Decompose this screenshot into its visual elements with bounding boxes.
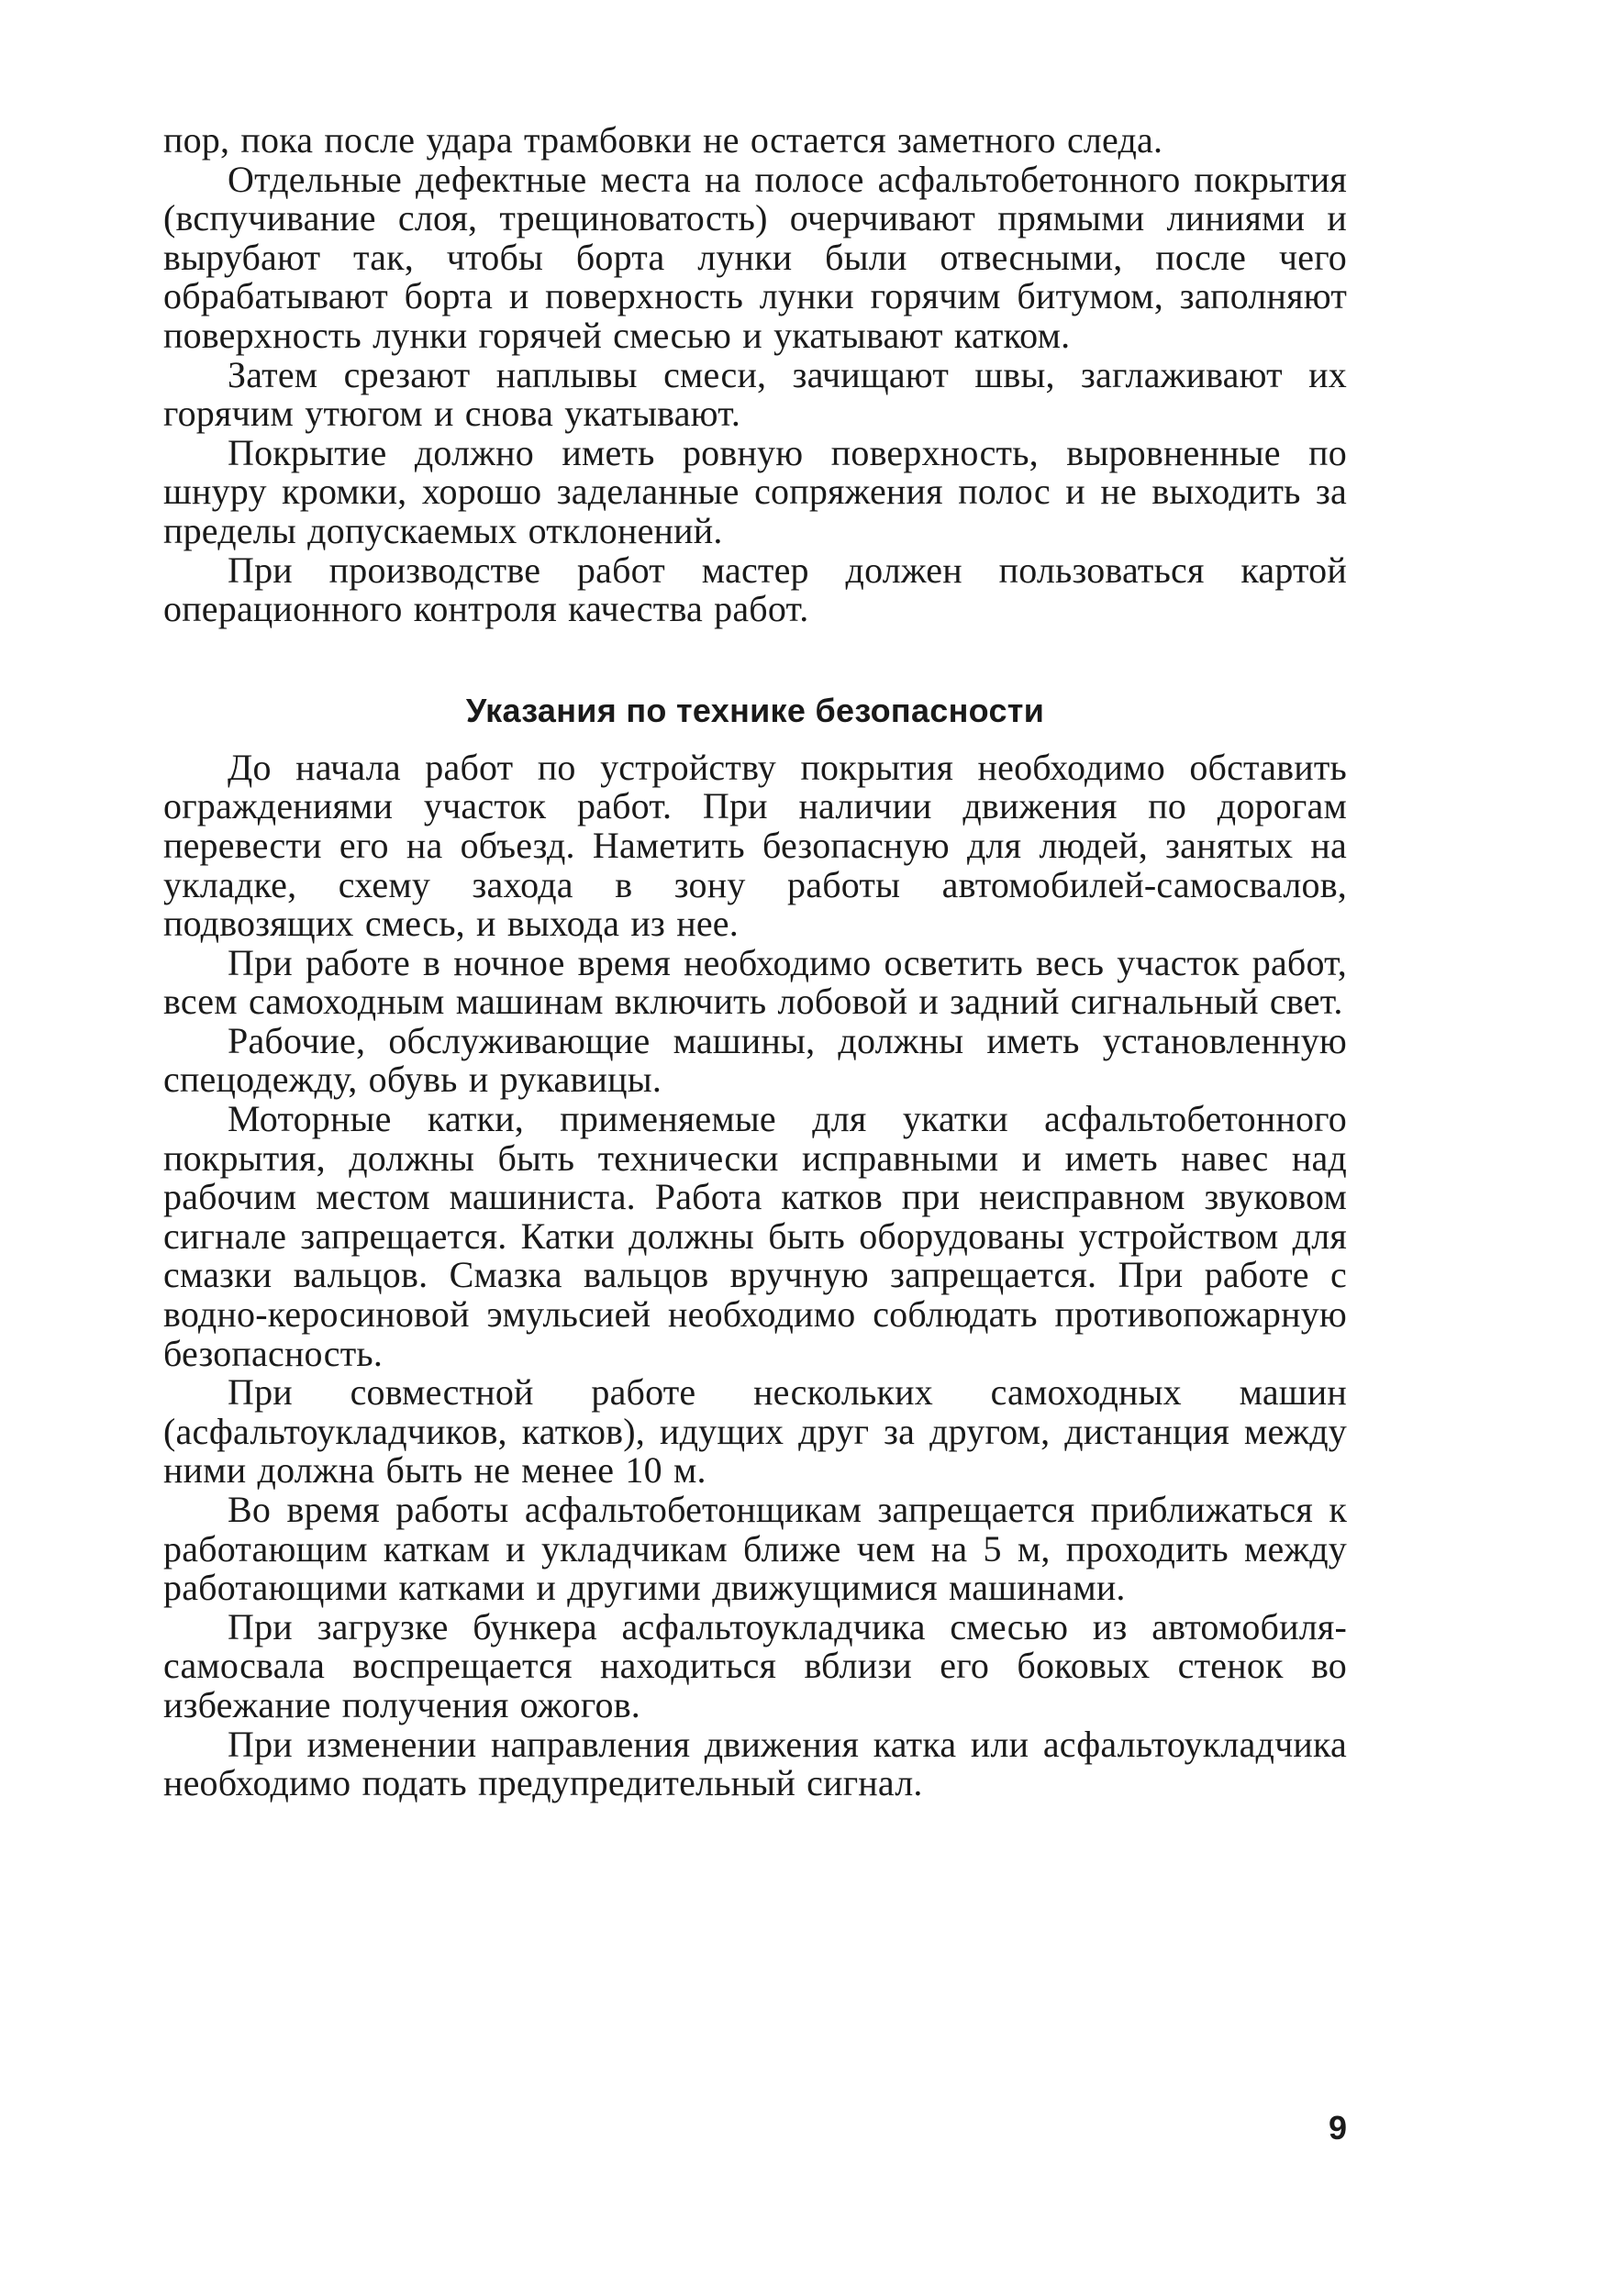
paragraph-machine-distance: При совместной работе нескольких самоходных машин (асфальтоукладчиков, катков), идущих друг за другом, дистанция между ними должна быть не менее 10 м. (163, 1371, 1347, 1492)
paragraph-continuation: пор, пока после удара трамбовки не остается заметного следа. (163, 119, 1163, 161)
section-heading: Указания по технике безопасности (465, 691, 1045, 729)
paragraph-seam-finishing: Затем срезают наплывы смеси, зачищают швы, заглаживают их горячим утюгом и снова укатывают. (163, 353, 1347, 435)
paragraph-roller-requirements: Моторные катки, применяемые для укатки асфальтобетонного покрытия, должны быть технически исправными и иметь навес над рабочим местом машиниста. Работа катков при неисправном звуковом сигнале запрещается. Катки должны быть оборудованы устройством для смазки вальцов. Смазка вальцов вручную запрещается. При работе с водно-керосиновой эмульсией необходимо соблюдать противопожарную безопасность. (163, 1098, 1347, 1374)
paragraph-night-work: При работе в ночное время необходимо осветить весь участок работ, всем самоходным машинам включить лобовой и задний сигнальный свет. (163, 941, 1347, 1023)
paragraph-worker-distance: Во время работы асфальтобетонщикам запрещается приближаться к работающим каткам и укладчикам ближе чем на 5 м, проходить между работающими катками и другими движущимися машинами. (163, 1489, 1347, 1609)
page-number: 9 (1328, 2109, 1347, 2146)
text-column (163, 121, 1347, 1803)
paragraph-defect-repair: Отдельные дефектные места на полосе асфальтобетонного покрытия (вспучивание слоя, трещиноватость) очерчивают прямыми линиями и вырубают так, чтобы борта лунки были отвесными, после чего обрабатывают борта и поверхность лунки горячим битумом, заполняют поверхность лунки горячей смесью и укатывают катком. (163, 158, 1347, 356)
paragraph-site-fencing: До начала работ по устройству покрытия необходимо обставить ограждениями участок работ. При наличии движения по дорогам перевести его на объезд. Наметить безопасную для людей, занятых на укладке, схему захода в зону работы автомобилей-самосвалов, подвозящих смесь, и выхода из нее. (163, 746, 1347, 945)
paragraph-quality-control: При производстве работ мастер должен пользоваться картой операционного контроля качества работ. (163, 549, 1347, 630)
paragraph-direction-signal: При изменении направления движения катка или асфальтоукладчика необходимо подать предупредительный сигнал. (163, 1723, 1347, 1804)
paragraph-surface-requirements: Покрытие должно иметь ровную поверхность, выровненные по шнуру кромки, хорошо заделанные сопряжения полос и не выходить за пределы допускаемых отклонений. (163, 431, 1347, 551)
paragraph-protective-clothing: Рабочие, обслуживающие машины, должны иметь установленную спецодежду, обувь и рукавицы. (163, 1019, 1347, 1101)
paragraph-hopper-loading: При загрузке бункера асфальтоукладчика смесью из автомобиля-самосвала воспрещается находиться вблизи его боковых стенок во избежание получения ожогов. (163, 1605, 1347, 1725)
